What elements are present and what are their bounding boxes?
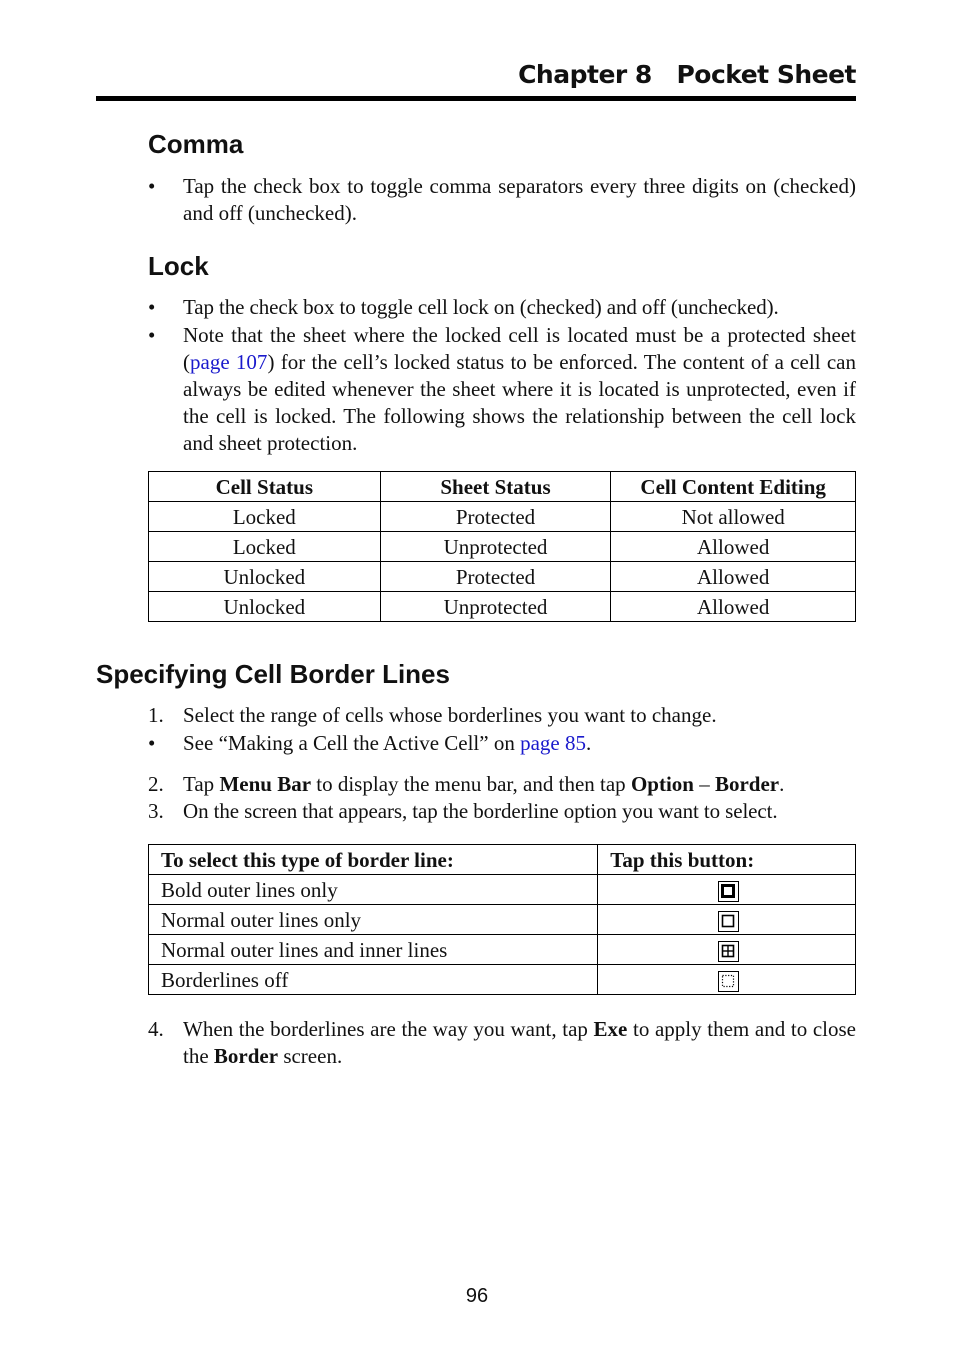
table-cell: Allowed [611,592,856,622]
step-4-text: When the borderlines are the way you want, tap [183,1017,594,1041]
step-1-bullet [183,730,856,757]
table-cell [598,965,856,995]
table-cell: Not allowed [611,502,856,532]
table-cell: Locked [149,532,381,562]
table-cell: Normal outer lines only [149,905,598,935]
table-header-cell: Cell Content Editing [611,472,856,502]
table-row [149,562,856,592]
step-4-text: screen. [278,1044,343,1068]
table-cell: Unprotected [380,532,611,562]
table-cell: Protected [380,562,611,592]
comma-heading: Comma [148,129,244,159]
step-1: Select the range of cells whose borderlines you want to change. [183,703,717,727]
menu-bar-term: Menu Bar [219,772,312,796]
table-row [149,592,856,622]
step-1-bullet-post: . [585,731,592,755]
step-2-text: Tap [183,772,220,796]
table-cell: Unlocked [149,592,381,622]
table-header-row [149,472,856,502]
table-cell: Unlocked [149,562,381,592]
option-term: Option [630,772,694,796]
border-term: Border [213,1044,279,1068]
table-cell: Borderlines off [149,965,598,995]
page-85-link[interactable]: page 85 [520,731,586,755]
step-2 [183,771,856,798]
step-2-text: – [693,772,715,796]
outer-inner-border-icon[interactable] [718,941,739,962]
lock-status-table [148,471,856,622]
bullet-marker: • [148,174,156,198]
lock-bullet-2 [183,322,856,457]
table-cell: Allowed [611,562,856,592]
chapter-label: Chapter 8 [518,60,652,89]
table-cell: Protected [380,502,611,532]
table-cell: Locked [149,502,381,532]
table-header-cell: Sheet Status [380,472,611,502]
table-header-cell: Tap this button: [598,845,856,875]
step-3: On the screen that appears, tap the borderline option you want to select. [183,799,778,823]
lock-bullet-1: Tap the check box to toggle cell lock on (checked) and off (unchecked). [183,295,779,319]
border-heading: Specifying Cell Border Lines [96,659,450,689]
table-cell [598,875,856,905]
header-rule [96,96,856,101]
table-cell: Bold outer lines only [149,875,598,905]
table-row [149,532,856,562]
table-header-cell: To select this type of border line: [149,845,598,875]
step-1-bullet-pre: See “Making a Cell the Active Cell” on [183,731,521,755]
table-cell [598,905,856,935]
step-number: 3. [148,799,164,823]
lock-bullet-2-pre: Note that the sheet where the locked cell is located must be a protected sheet ( [183,323,856,374]
borderlines-off-icon[interactable] [718,971,739,992]
chapter-header [96,60,856,94]
page-107-link[interactable]: page 107 [190,350,268,374]
table-cell: Unprotected [380,592,611,622]
step-4 [183,1016,856,1070]
bullet-marker: • [148,295,156,319]
table-row [149,875,856,905]
table-cell: Normal outer lines and inner lines [149,935,598,965]
table-cell [598,935,856,965]
table-row [149,502,856,532]
table-header-cell: Cell Status [149,472,381,502]
bullet-marker: • [148,323,156,347]
table-row [149,905,856,935]
lock-bullet-2-post: ) for the cell’s locked status to be enforced. The content of a cell can always be edited whenever the sheet where it is located is unprotected, even if the cell is locked. The following shows the relationship between the cell lock and sheet protection. [183,350,856,455]
step-2-text: . [779,772,785,796]
step-number: 2. [148,772,164,796]
chapter-title: Pocket Sheet [676,60,856,89]
bullet-marker: • [148,731,156,755]
page-number: 96 [465,1285,489,1307]
step-2-text: to display the menu bar, and then tap [311,772,631,796]
table-row [149,935,856,965]
normal-outer-border-icon[interactable] [718,911,739,932]
border-options-table [148,844,856,995]
border-term: Border [714,772,780,796]
comma-bullet: Tap the check box to toggle comma separators every three digits on (checked) and off (unchecked). [183,174,856,225]
table-cell: Allowed [611,532,856,562]
step-4-text: to apply them and to close the [183,1017,856,1068]
bold-outer-border-icon[interactable] [718,881,739,902]
exe-term: Exe [593,1017,628,1041]
step-number: 1. [148,703,164,727]
lock-heading: Lock [148,251,209,281]
step-number: 4. [148,1017,164,1041]
table-row [149,965,856,995]
table-header-row [149,845,856,875]
